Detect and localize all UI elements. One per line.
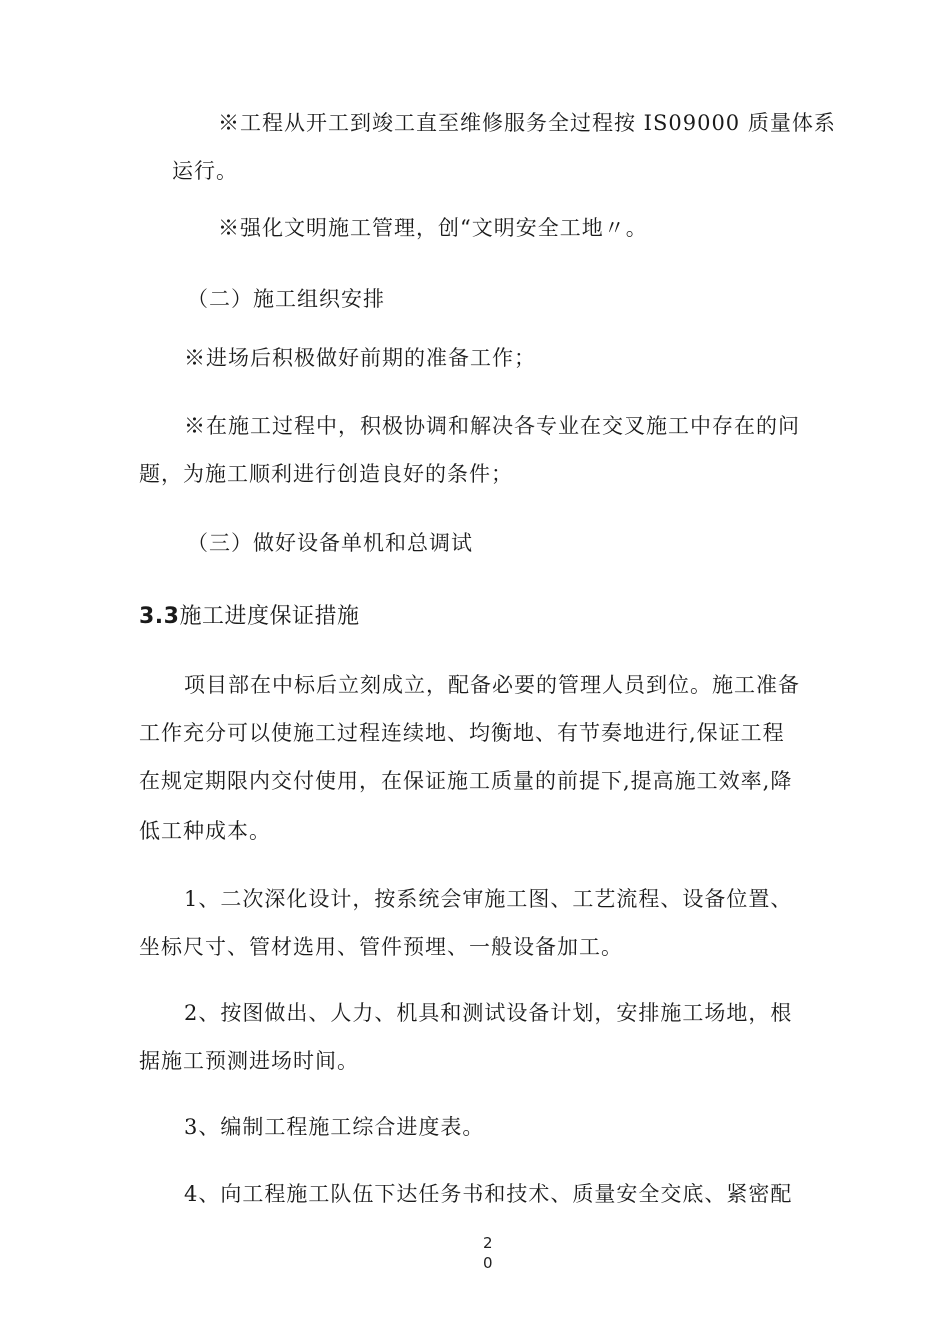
- paragraph-coordination-line-2: 题，为施工顺利进行创造良好的条件；: [139, 462, 513, 486]
- section-number: 3.3: [139, 604, 180, 629]
- body-paragraph-1-line-2: 工作充分可以使施工过程连续地、均衡地、有节奏地进行,保证工程: [139, 721, 785, 745]
- list-item-3: 3、编制工程施工综合进度表。: [184, 1115, 485, 1139]
- list-item-1-line-2: 坐标尺寸、管材选用、管件预埋、一般设备加工。: [139, 935, 623, 959]
- paragraph-iso-line-2: 运行。: [172, 159, 238, 183]
- section-heading: [139, 603, 360, 631]
- paragraph-coordination-line-1: ※在施工过程中，积极协调和解决各专业在交叉施工中存在的问: [184, 414, 800, 438]
- body-paragraph-1-line-4: 低工种成本。: [139, 819, 271, 843]
- list-item-2-line-2: 据施工预测进场时间。: [139, 1049, 359, 1073]
- list-item-1-line-1: 1、二次深化设计，按系统会审施工图、工艺流程、设备位置、: [184, 887, 793, 911]
- paragraph-civilized-site: ※强化文明施工管理，创“文明安全工地〃。: [218, 216, 648, 240]
- subheading-organization: （二）施工组织安排: [187, 287, 385, 311]
- subheading-commissioning: （三）做好设备单机和总调试: [187, 531, 473, 555]
- page-number-digit-2: 0: [483, 1254, 493, 1272]
- paragraph-preparation: ※进场后积极做好前期的准备工作；: [184, 346, 536, 370]
- list-item-2-line-1: 2、按图做出、人力、机具和测试设备计划，安排施工场地，根: [184, 1001, 793, 1025]
- page-number-digit-1: 2: [483, 1234, 493, 1252]
- section-title: 施工进度保证措施: [179, 604, 360, 629]
- list-item-4-line-1: 4、向工程施工队伍下达任务书和技术、质量安全交底、紧密配: [184, 1182, 793, 1206]
- body-paragraph-1-line-3: 在规定期限内交付使用，在保证施工质量的前提下,提高施工效率,降: [139, 769, 793, 793]
- body-paragraph-1-line-1: 项目部在中标后立刻成立，配备必要的管理人员到位。施工准备: [184, 673, 800, 697]
- paragraph-iso-line-1: ※工程从开工到竣工直至维修服务全过程按 IS09000 质量体系: [218, 111, 836, 135]
